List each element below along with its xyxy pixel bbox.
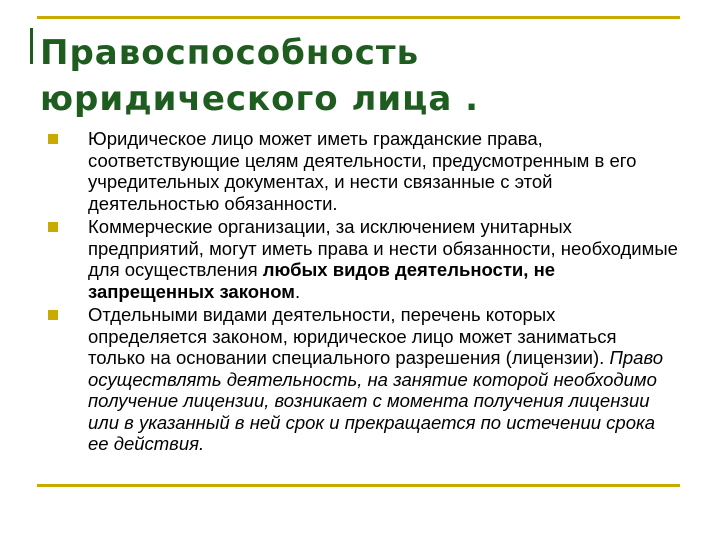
- list-item-text-plain: Отдельными видами деятельности, перечень которых определяется законом, юридическое лицо может заниматься только на основании специального разрешения (лицензии).: [88, 304, 617, 368]
- bottom-divider-line: [37, 484, 680, 487]
- top-divider-line: [37, 16, 680, 19]
- list-item-text: [88, 128, 678, 214]
- title-accent-bar: [30, 28, 33, 64]
- list-item-text-plain: Коммерческие организации, за исключением унитарных предприятий, могут иметь права и нести обязанности, необходимые для осуществления: [88, 216, 678, 280]
- list-item-text-bold: любых видов деятельности, не запрещенных законом: [88, 259, 556, 302]
- list-item: [48, 128, 678, 214]
- slide-title: [40, 30, 700, 122]
- list-item-text: [88, 304, 678, 455]
- title-line-1: Правоспособность: [40, 33, 420, 73]
- square-bullet-icon: [48, 222, 58, 232]
- list-item: [48, 304, 678, 455]
- list-item-text-plain: Юридическое лицо может иметь гражданские права, соответствующие целям деятельности, предусмотренным в его учредительных документах, и нести связанные с этой деятельностью обязанности.: [88, 128, 637, 214]
- list-item-text-end: .: [294, 280, 301, 302]
- square-bullet-icon: [48, 310, 58, 320]
- square-bullet-icon: [48, 134, 58, 144]
- title-line-2: юридического лица .: [40, 79, 480, 119]
- bullet-list: [48, 128, 678, 457]
- list-item: [48, 216, 678, 302]
- list-item-text-italic: Право осуществлять деятельность, на занятие которой необходимо получение лицензии, возникает с момента получения лицензии или в указанный в ней срок и прекращается по истечении срока ее действия.: [88, 347, 663, 454]
- list-item-text: [88, 216, 678, 302]
